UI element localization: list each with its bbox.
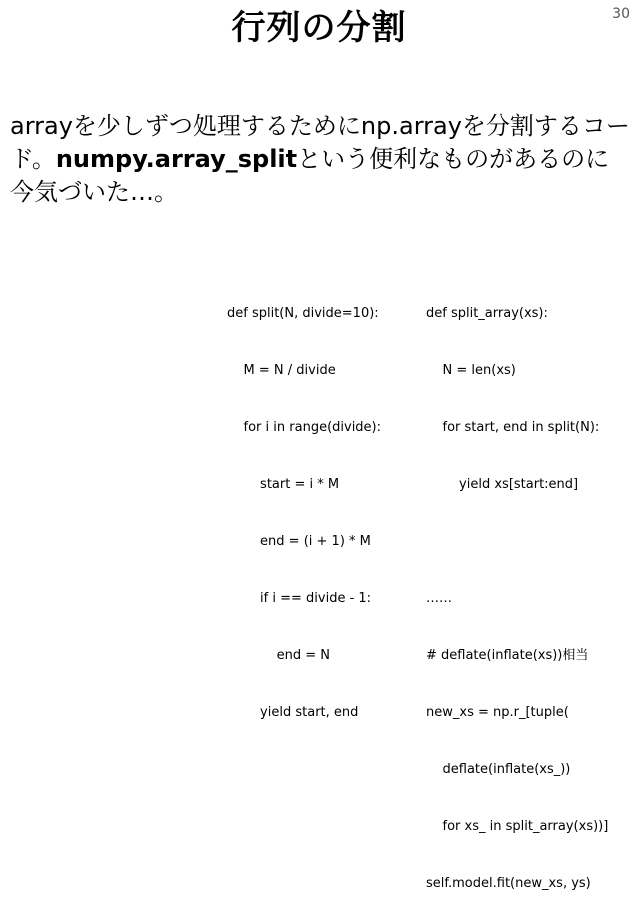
body-text-part1: arrayを少しずつ処理するためにnp.arrayを分割するコード。	[10, 112, 630, 173]
code-line: for start, end in split(N):	[426, 420, 600, 435]
page-number: 30	[612, 6, 630, 22]
code-line: # deflate(inflate(xs))相当	[426, 648, 589, 663]
code-line: N = len(xs)	[426, 363, 516, 378]
slide-body-text	[10, 110, 630, 209]
code-block-split	[227, 266, 381, 741]
code-line: deflate(inflate(xs_))	[426, 762, 571, 777]
slide-title: 行列の分割	[231, 8, 407, 48]
code-line: for xs_ in split_array(xs))]	[426, 819, 609, 834]
body-text-function-name: numpy.array_split	[55, 145, 298, 173]
code-line: end = N	[227, 648, 330, 663]
code-line: yield xs[start:end]	[426, 477, 579, 492]
code-line: for i in range(divide):	[227, 420, 382, 435]
code-block-split-array	[426, 266, 608, 912]
code-line: M = N / divide	[227, 363, 336, 378]
code-line: end = (i + 1) * M	[227, 534, 371, 549]
code-line: def split(N, divide=10):	[227, 306, 379, 321]
code-line: if i == divide - 1:	[227, 591, 372, 606]
body-text-part2: という便利なものがあるのに今気づいた…。	[10, 145, 610, 206]
code-line: yield start, end	[227, 705, 359, 720]
code-line: self.model.fit(new_xs, ys)	[426, 876, 591, 891]
code-line: def split_array(xs):	[426, 306, 548, 321]
code-line: start = i * M	[227, 477, 340, 492]
code-spacer	[426, 532, 608, 551]
code-line: new_xs = np.r_[tuple(	[426, 705, 569, 720]
code-line: ……	[426, 591, 452, 606]
